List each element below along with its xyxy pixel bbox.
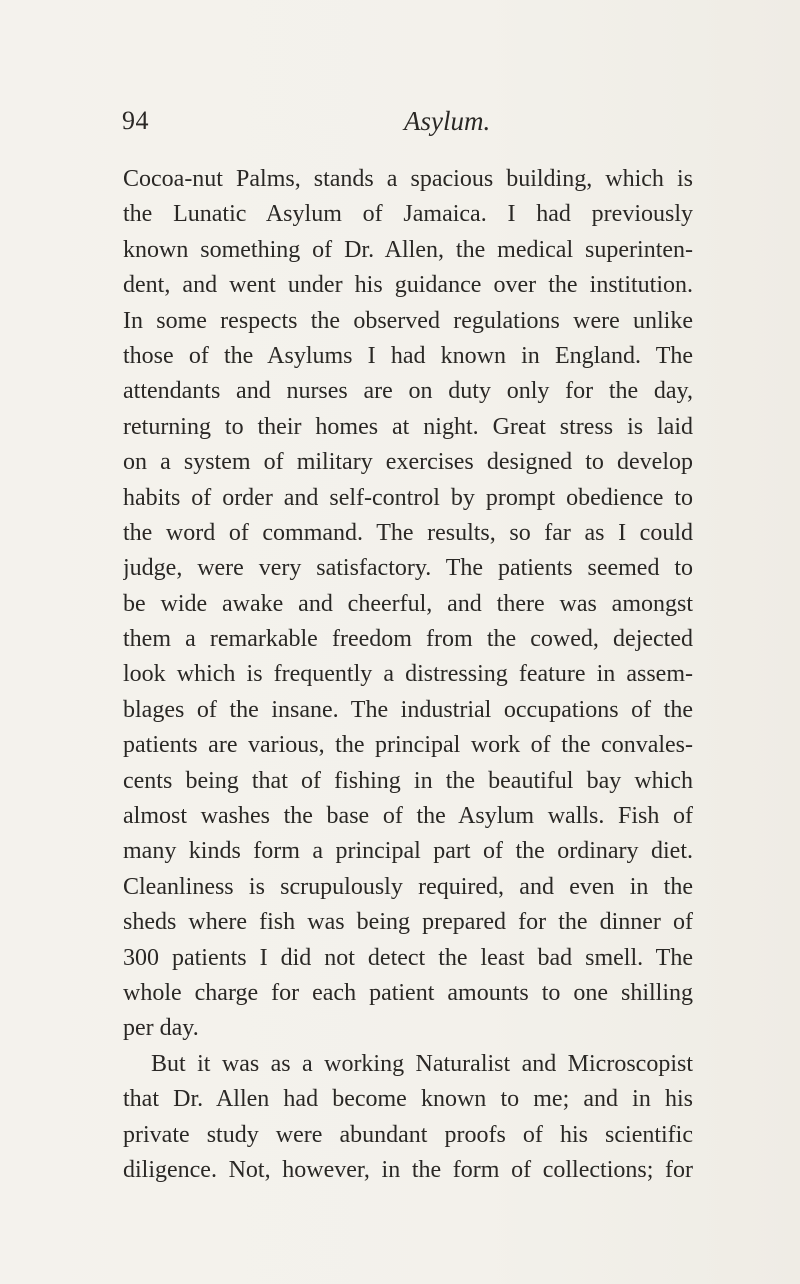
text-line: the word of command. The results, so far as I could xyxy=(123,519,693,546)
text-line: But it was as a working Naturalist and Microscopist xyxy=(151,1050,693,1077)
text-line: them a remarkable freedom from the cowed, dejected xyxy=(123,626,693,653)
text-line: that Dr. Allen had become known to me; and in his xyxy=(123,1086,693,1113)
text-line: In some respects the observed regulations were unlike xyxy=(123,307,693,334)
page-header xyxy=(0,102,800,142)
text-line: blages of the insane. The industrial occupations of the xyxy=(123,696,693,723)
text-line: many kinds form a principal part of the ordinary diet. xyxy=(123,838,693,865)
text-line: diligence. Not, however, in the form of collections; for xyxy=(123,1156,693,1183)
text-line: sheds where fish was being prepared for the dinner of xyxy=(123,909,693,936)
text-line: 300 patients I did not detect the least bad smell. The xyxy=(123,944,693,971)
text-line: known something of Dr. Allen, the medical superinten- xyxy=(123,236,693,263)
text-line: whole charge for each patient amounts to one shilling xyxy=(123,979,693,1006)
paragraph-1 xyxy=(123,162,693,1047)
text-line: Cocoa-nut Palms, stands a spacious building, which is xyxy=(123,166,693,192)
text-line: cents being that of fishing in the beautiful bay which xyxy=(123,767,693,794)
text-line: dent, and went under his guidance over the institution. xyxy=(123,272,693,299)
text-line: be wide awake and cheerful, and there was amongst xyxy=(123,590,693,617)
text-line: patients are various, the principal work of the convales- xyxy=(123,732,693,759)
text-line: the Lunatic Asylum of Jamaica. I had previously xyxy=(123,201,693,228)
text-line: habits of order and self-control by prompt obedience to xyxy=(123,484,693,511)
running-title: Asylum. xyxy=(404,106,491,136)
paragraph-2 xyxy=(123,1047,693,1189)
text-line: Cleanliness is scrupulously required, and even in the xyxy=(123,873,693,900)
text-line: private study were abundant proofs of his scientific xyxy=(123,1121,693,1148)
page-number: 94 xyxy=(122,106,149,135)
text-line: look which is frequently a distressing feature in assem- xyxy=(123,661,693,688)
text-line: attendants and nurses are on duty only for the day, xyxy=(123,378,693,405)
text-line: per day. xyxy=(123,1015,199,1042)
text-line: judge, were very satisfactory. The patients seemed to xyxy=(123,555,693,582)
text-line: those of the Asylums I had known in England. The xyxy=(123,342,693,369)
text-line: almost washes the base of the Asylum walls. Fish of xyxy=(123,803,693,830)
body-text xyxy=(123,162,693,1188)
text-line: on a system of military exercises designed to develop xyxy=(123,449,693,476)
text-line: returning to their homes at night. Great stress is laid xyxy=(123,413,693,440)
